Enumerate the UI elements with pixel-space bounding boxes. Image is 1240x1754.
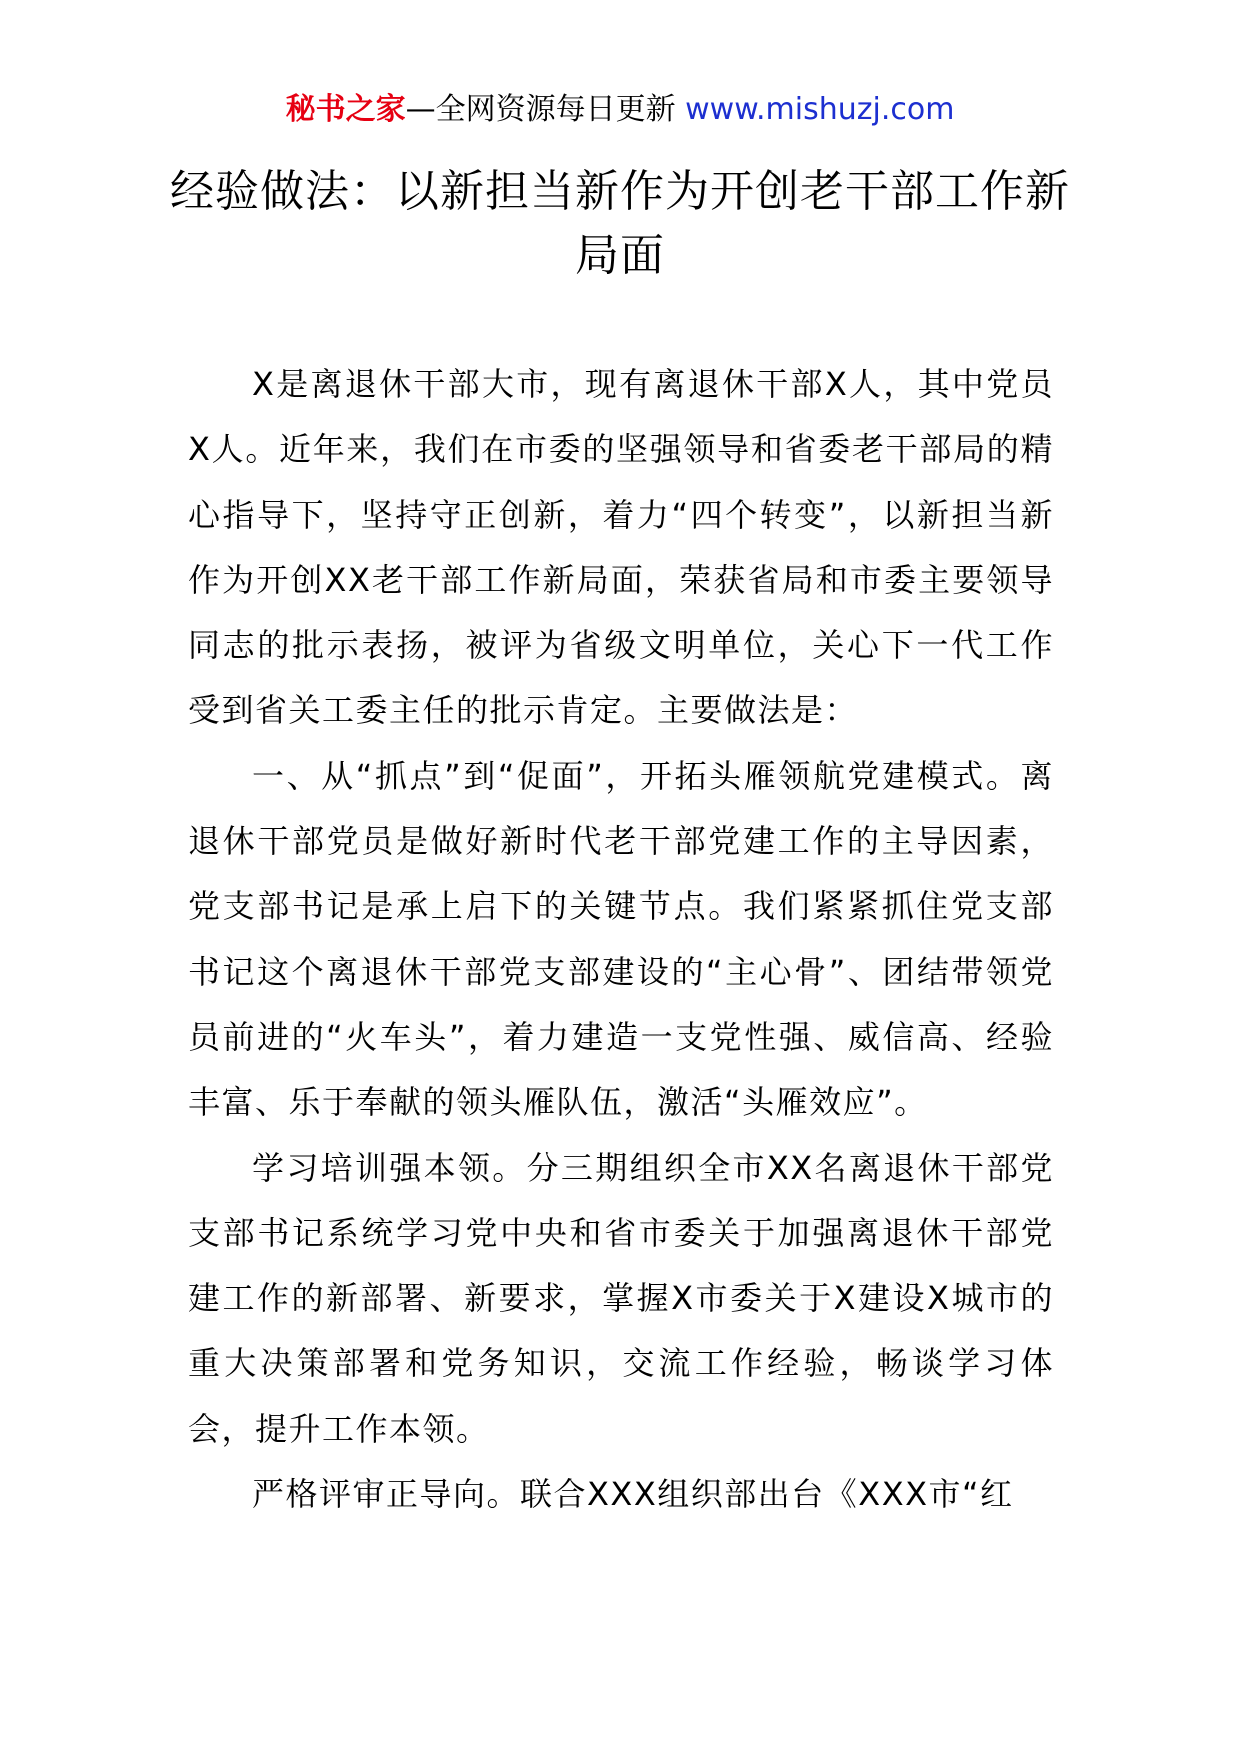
section-one-paragraph: 一、从“抓点”到“促面”，开拓头雁领航党建模式。离退休干部党员是做好新时代老干部党建工作的主导因素，党支部书记是承上启下的关键节点。我们紧紧抓住党支部书记这个离退休干部党支部建设的“主心骨”、团结带领党员前进的“火车头”，着力建造一支党性强、威信高、经验丰富、乐于奉献的领头雁队伍，激活“头雁效应”。: [188, 756, 1054, 1122]
document-body: [188, 352, 1054, 1527]
site-header: [0, 88, 1240, 132]
site-url-link[interactable]: www.mishuzj.com: [685, 92, 955, 127]
review-paragraph: 严格评审正导向。联合XXX组织部出台《XXX市“红: [252, 1475, 1014, 1514]
document-title: 经验做法：以新担当新作为开创老干部工作新局面: [170, 166, 1070, 281]
training-paragraph: 学习培训强本领。分三期组织全市XX名离退休干部党支部书记系统学习党中央和省市委关于加强离退休干部党建工作的新部署、新要求，掌握X市委关于X建设X城市的重大决策部署和党务知识，交流工作经验，畅谈学习体会，提升工作本领。: [188, 1148, 1054, 1448]
intro-paragraph: X是离退休干部大市，现有离退休干部X人，其中党员X人。近年来，我们在市委的坚强领导和省委老干部局的精心指导下，坚持守正创新，着力“四个转变”，以新担当新作为开创XX老干部工作新局面，荣获省局和市委主要领导同志的批示表扬，被评为省级文明单位，关心下一代工作受到省关工委主任的批示肯定。主要做法是：: [188, 365, 1054, 730]
header-tagline: —全网资源每日更新: [405, 92, 676, 127]
brand-name: 秘书之家: [285, 92, 406, 127]
